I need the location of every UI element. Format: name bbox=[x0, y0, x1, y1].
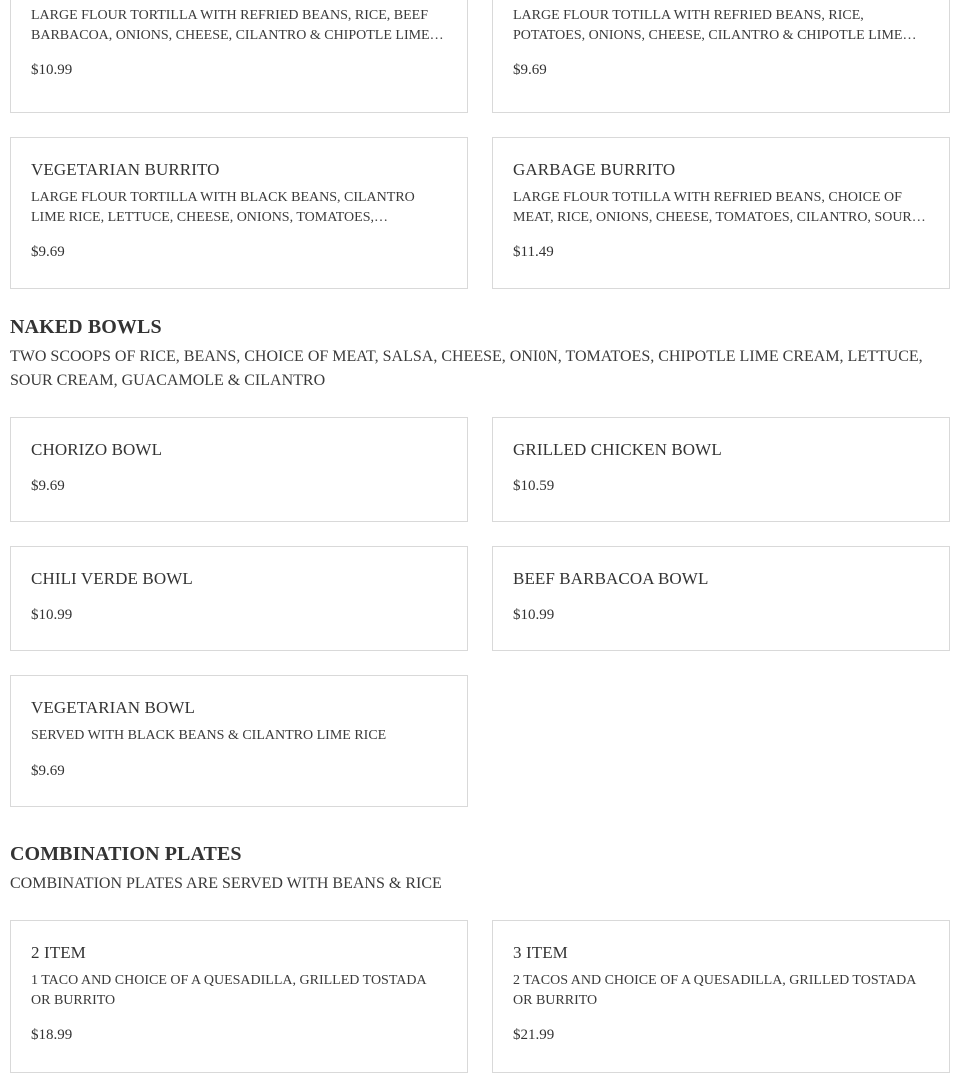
menu-item-name: BEEF BARBACOA BOWL bbox=[513, 569, 709, 588]
menu-item-price: $10.99 bbox=[513, 607, 555, 623]
menu-item-price: $11.49 bbox=[513, 244, 554, 260]
menu-item-description: LARGE FLOUR TORTILLA WITH BLACK BEANS, CILANTRO LIME RICE, LETTUCE, CHEESE, ONIONS, TOMATOES,… bbox=[31, 190, 415, 225]
section-title: COMBINATION PLATES bbox=[10, 843, 242, 865]
menu-item-name: CHORIZO BOWL bbox=[31, 440, 163, 459]
menu-item-card[interactable] bbox=[10, 546, 468, 651]
burrito-items-grid bbox=[10, 0, 950, 289]
menu-item-card[interactable] bbox=[492, 417, 950, 522]
combination-plates-grid bbox=[10, 920, 950, 1073]
menu-item-card[interactable] bbox=[492, 137, 950, 289]
naked-bowls-section-header bbox=[10, 314, 950, 393]
menu-item-card[interactable] bbox=[10, 920, 468, 1073]
section-title: NAKED BOWLS bbox=[10, 316, 162, 338]
menu-item-card[interactable] bbox=[10, 675, 468, 807]
menu-item-description: LARGE FLOUR TOTILLA WITH REFRIED BEANS, CHOICE OF MEAT, RICE, ONIONS, CHEESE, TOMATOES, CILANTRO, SOUR… bbox=[513, 190, 926, 225]
menu-item-card[interactable] bbox=[492, 0, 950, 113]
menu-item-description: 2 TACOS AND CHOICE OF A QUESADILLA, GRILLED TOSTADA OR BURRITO bbox=[513, 973, 916, 1008]
naked-bowls-grid bbox=[10, 417, 950, 807]
menu-item-price: $21.99 bbox=[513, 1027, 555, 1043]
menu-item-name: VEGETARIAN BOWL bbox=[31, 698, 195, 717]
menu-item-name: GRILLED CHICKEN BOWL bbox=[513, 440, 722, 459]
menu-item-description: 1 TACO AND CHOICE OF A QUESADILLA, GRILLED TOSTADA OR BURRITO bbox=[31, 973, 426, 1008]
menu-item-description: LARGE FLOUR TORTILLA WITH REFRIED BEANS, RICE, BEEF BARBACOA, ONIONS, CHEESE, CILANTRO & CHIPOTLE LIME… bbox=[31, 8, 444, 43]
menu-item-description: LARGE FLOUR TOTILLA WITH REFRIED BEANS, RICE, POTATOES, ONIONS, CHEESE, CILANTRO & CHIPOTLE LIME… bbox=[513, 8, 917, 43]
menu-item-description: SERVED WITH BLACK BEANS & CILANTRO LIME RICE bbox=[31, 728, 387, 743]
menu-item-name: 3 ITEM bbox=[513, 943, 568, 962]
section-description: COMBINATION PLATES ARE SERVED WITH BEANS & RICE bbox=[10, 875, 442, 892]
menu-item-card[interactable] bbox=[492, 546, 950, 651]
menu-page bbox=[10, 0, 950, 1073]
menu-item-card[interactable] bbox=[492, 920, 950, 1073]
menu-item-card[interactable] bbox=[10, 0, 468, 113]
menu-item-price: $9.69 bbox=[31, 478, 65, 494]
menu-item-name: 2 ITEM bbox=[31, 943, 86, 962]
menu-item-price: $9.69 bbox=[513, 62, 547, 78]
menu-item-price: $9.69 bbox=[31, 762, 65, 779]
menu-item-price: $10.99 bbox=[31, 607, 73, 623]
menu-item-price: $18.99 bbox=[31, 1027, 73, 1043]
menu-item-name: GARBAGE BURRITO bbox=[513, 160, 676, 179]
menu-item-name: CHILI VERDE BOWL bbox=[31, 569, 193, 588]
menu-item-price: $9.69 bbox=[31, 244, 65, 260]
menu-item-price: $10.59 bbox=[513, 478, 555, 494]
menu-item-card[interactable] bbox=[10, 417, 468, 522]
menu-item-name: VEGETARIAN BURRITO bbox=[31, 160, 220, 179]
combination-plates-section-header bbox=[10, 841, 950, 896]
menu-item-card[interactable] bbox=[10, 137, 468, 289]
menu-item-price: $10.99 bbox=[31, 62, 73, 78]
section-description: TWO SCOOPS OF RICE, BEANS, CHOICE OF MEAT, SALSA, CHEESE, ONI0N, TOMATOES, CHIPOTLE LIME CREAM, LETTUCE, SOUR CREAM, GUACAMOLE & CILANTRO bbox=[10, 348, 923, 389]
